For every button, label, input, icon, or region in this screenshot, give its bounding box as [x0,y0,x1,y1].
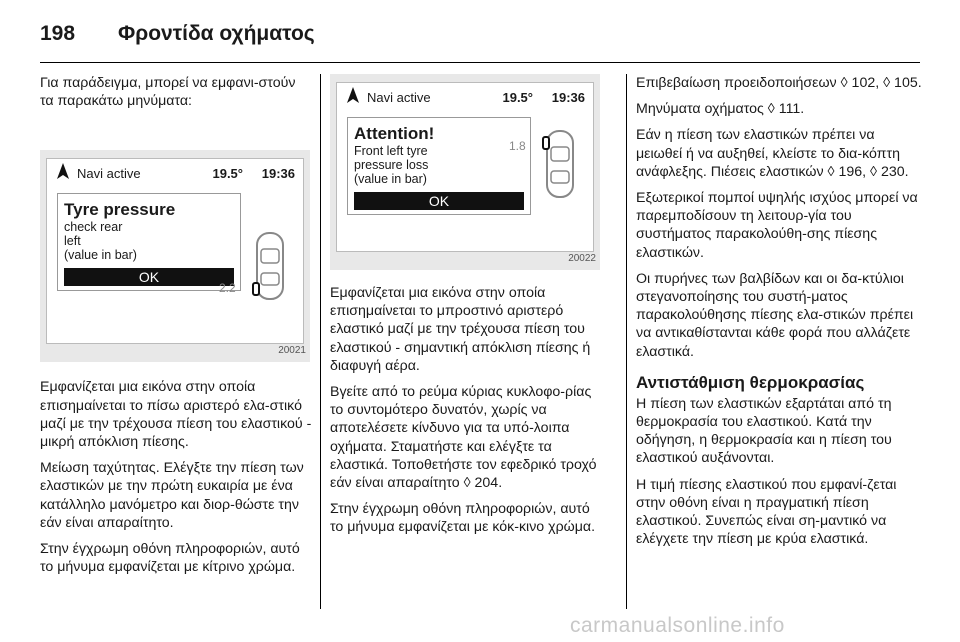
section-heading: Αντιστάθμιση θερμοκρασίας [636,372,865,392]
warning-triangle-icon [347,87,359,108]
message-line: pressure loss [354,158,429,172]
car-diagram [219,229,297,309]
paragraph: Μηνύματα οχήματος ◊ 111. [636,101,805,118]
display-status-bar [337,83,593,109]
intro-text: Για παράδειγμα, μπορεί να εμφανι-στούν τα παρακάτω μηνύματα: [40,75,296,110]
message-line: left [64,234,81,249]
page-header [40,14,920,54]
tyre-pressure-figure [40,150,310,362]
attention-figure [330,74,600,270]
message-line: (value in bar) [354,172,427,186]
paragraph: Στην έγχρωμη οθόνη πληροφοριών, αυτό το μήνυμα εμφανίζεται με κόκ-κινο χρώμα. [330,501,596,536]
page-title: Φροντίδα οχήματος [118,22,315,45]
clock: 19:36 [261,166,295,182]
column-1 [40,74,312,584]
column-divider [626,74,627,609]
column-2 [330,74,602,545]
tyre-pressure-value: 2.2 [219,281,236,296]
ok-button[interactable]: OK [354,192,524,210]
paragraph: Μείωση ταχύτητας. Ελέγξτε την πίεση των ελαστικών με την πρώτη ευκαιρία με ένα κατάλληλο μανόμετρο και διορ-θώστε την εάν είναι απαραίτητο. [40,460,304,531]
header-divider [40,62,920,63]
column-divider [320,74,321,609]
navi-status: Navi active [367,90,431,105]
watermark: carmanualsonline.info [570,614,785,637]
paragraph: Οι πυρήνες των βαλβίδων και οι δα-κτύλιοι στεγανοποίησης του συστή-ματος παρακολούθησης πίεσης ελα-στικών πρέπει να αντικαθίστανται κάθε φορά που αλλάζετε ελαστικά. [636,270,914,360]
clock: 19:36 [551,90,585,105]
paragraph: Εξωτερικοί πομποί υψηλής ισχύος μπορεί να παρεμποδίσουν τη λειτουρ-γία του συστήματος παρακολούθη-σης πίεσης ελαστικών. [636,190,918,261]
warning-triangle-icon [57,163,69,184]
message-title: Tyre pressure [64,200,176,220]
message-line: (value in bar) [64,248,137,263]
display-status-bar [47,159,303,185]
figure-id: 20022 [568,252,596,264]
paragraph: Στην έγχρωμη οθόνη πληροφοριών, αυτό το μήνυμα εμφανίζεται με κίτρινο χρώμα. [40,541,300,576]
figure-id: 20021 [278,345,306,357]
paragraph: Η πίεση των ελαστικών εξαρτάται από τη θερμοκρασία του ελαστικού. Κατά την οδήγηση, η θερμοκρασία και η πίεση του ελαστικού αυξάνονται. [636,395,892,467]
display-screen [336,82,594,252]
paragraph: Βγείτε από το ρεύμα κύριας κυκλοφο-ρίας το συντομότερο δυνατόν, χωρίς να αποτελέσετε κίνδυνο για τα υπό-λοιπα οχήματα. Σταματήστε και ελέγξτε τα ελαστικά. Τοποθετήστε τον εφεδρικό τροχό εάν είναι απαραίτητο ◊ 204. [330,384,597,492]
paragraph: Εμφανίζεται μια εικόνα στην οποία επισημαίνεται το πίσω αριστερό ελα-στικό μαζί με την τρέχουσα πίεση του ελαστικού - μικρή απόκλιση πίεσης. [40,379,312,451]
outside-temperature: 19.5° [502,90,533,105]
message-title: Attention! [354,124,435,143]
warning-message-box [57,193,241,291]
warning-message-box [347,117,531,215]
paragraph: Η τιμή πίεσης ελαστικού που εμφανί-ζεται στην οθόνη είναι η πραγματική πίεση ελαστικού. Συνεπώς είναι ση-μαντικό να ελέγχετε την πίεση με κρύα ελαστικά. [636,476,897,548]
navi-status: Navi active [77,166,141,182]
car-diagram [509,127,587,207]
message-line: check rear [64,220,123,235]
column-3 [636,74,922,556]
page-number: 198 [40,22,76,45]
outside-temperature: 19.5° [212,166,243,182]
paragraph: Επιβεβαίωση προειδοποιήσεων ◊ 102, ◊ 105. [636,75,922,91]
ok-button[interactable]: OK [64,268,234,286]
paragraph: Εμφανίζεται μια εικόνα στην οποία επισημαίνεται το μπροστινό αριστερό ελαστικό μαζί με την τρέχουσα πίεση του ελαστικού - σημαντική απόκλιση πίεσης ή διαφυγή αέρα. [330,285,591,374]
car-top-view-icon [237,229,297,309]
display-screen [46,158,304,344]
paragraph: Εάν η πίεση των ελαστικών πρέπει να μειωθεί ή να αυξηθεί, κλείστε το δια-κόπτη ανάφλεξης. Πιέσεις ελαστικών ◊ 196, ◊ 230. [636,127,909,180]
car-top-view-icon [527,127,587,207]
tyre-pressure-value: 1.8 [509,139,526,153]
message-line: Front left tyre [354,144,428,158]
